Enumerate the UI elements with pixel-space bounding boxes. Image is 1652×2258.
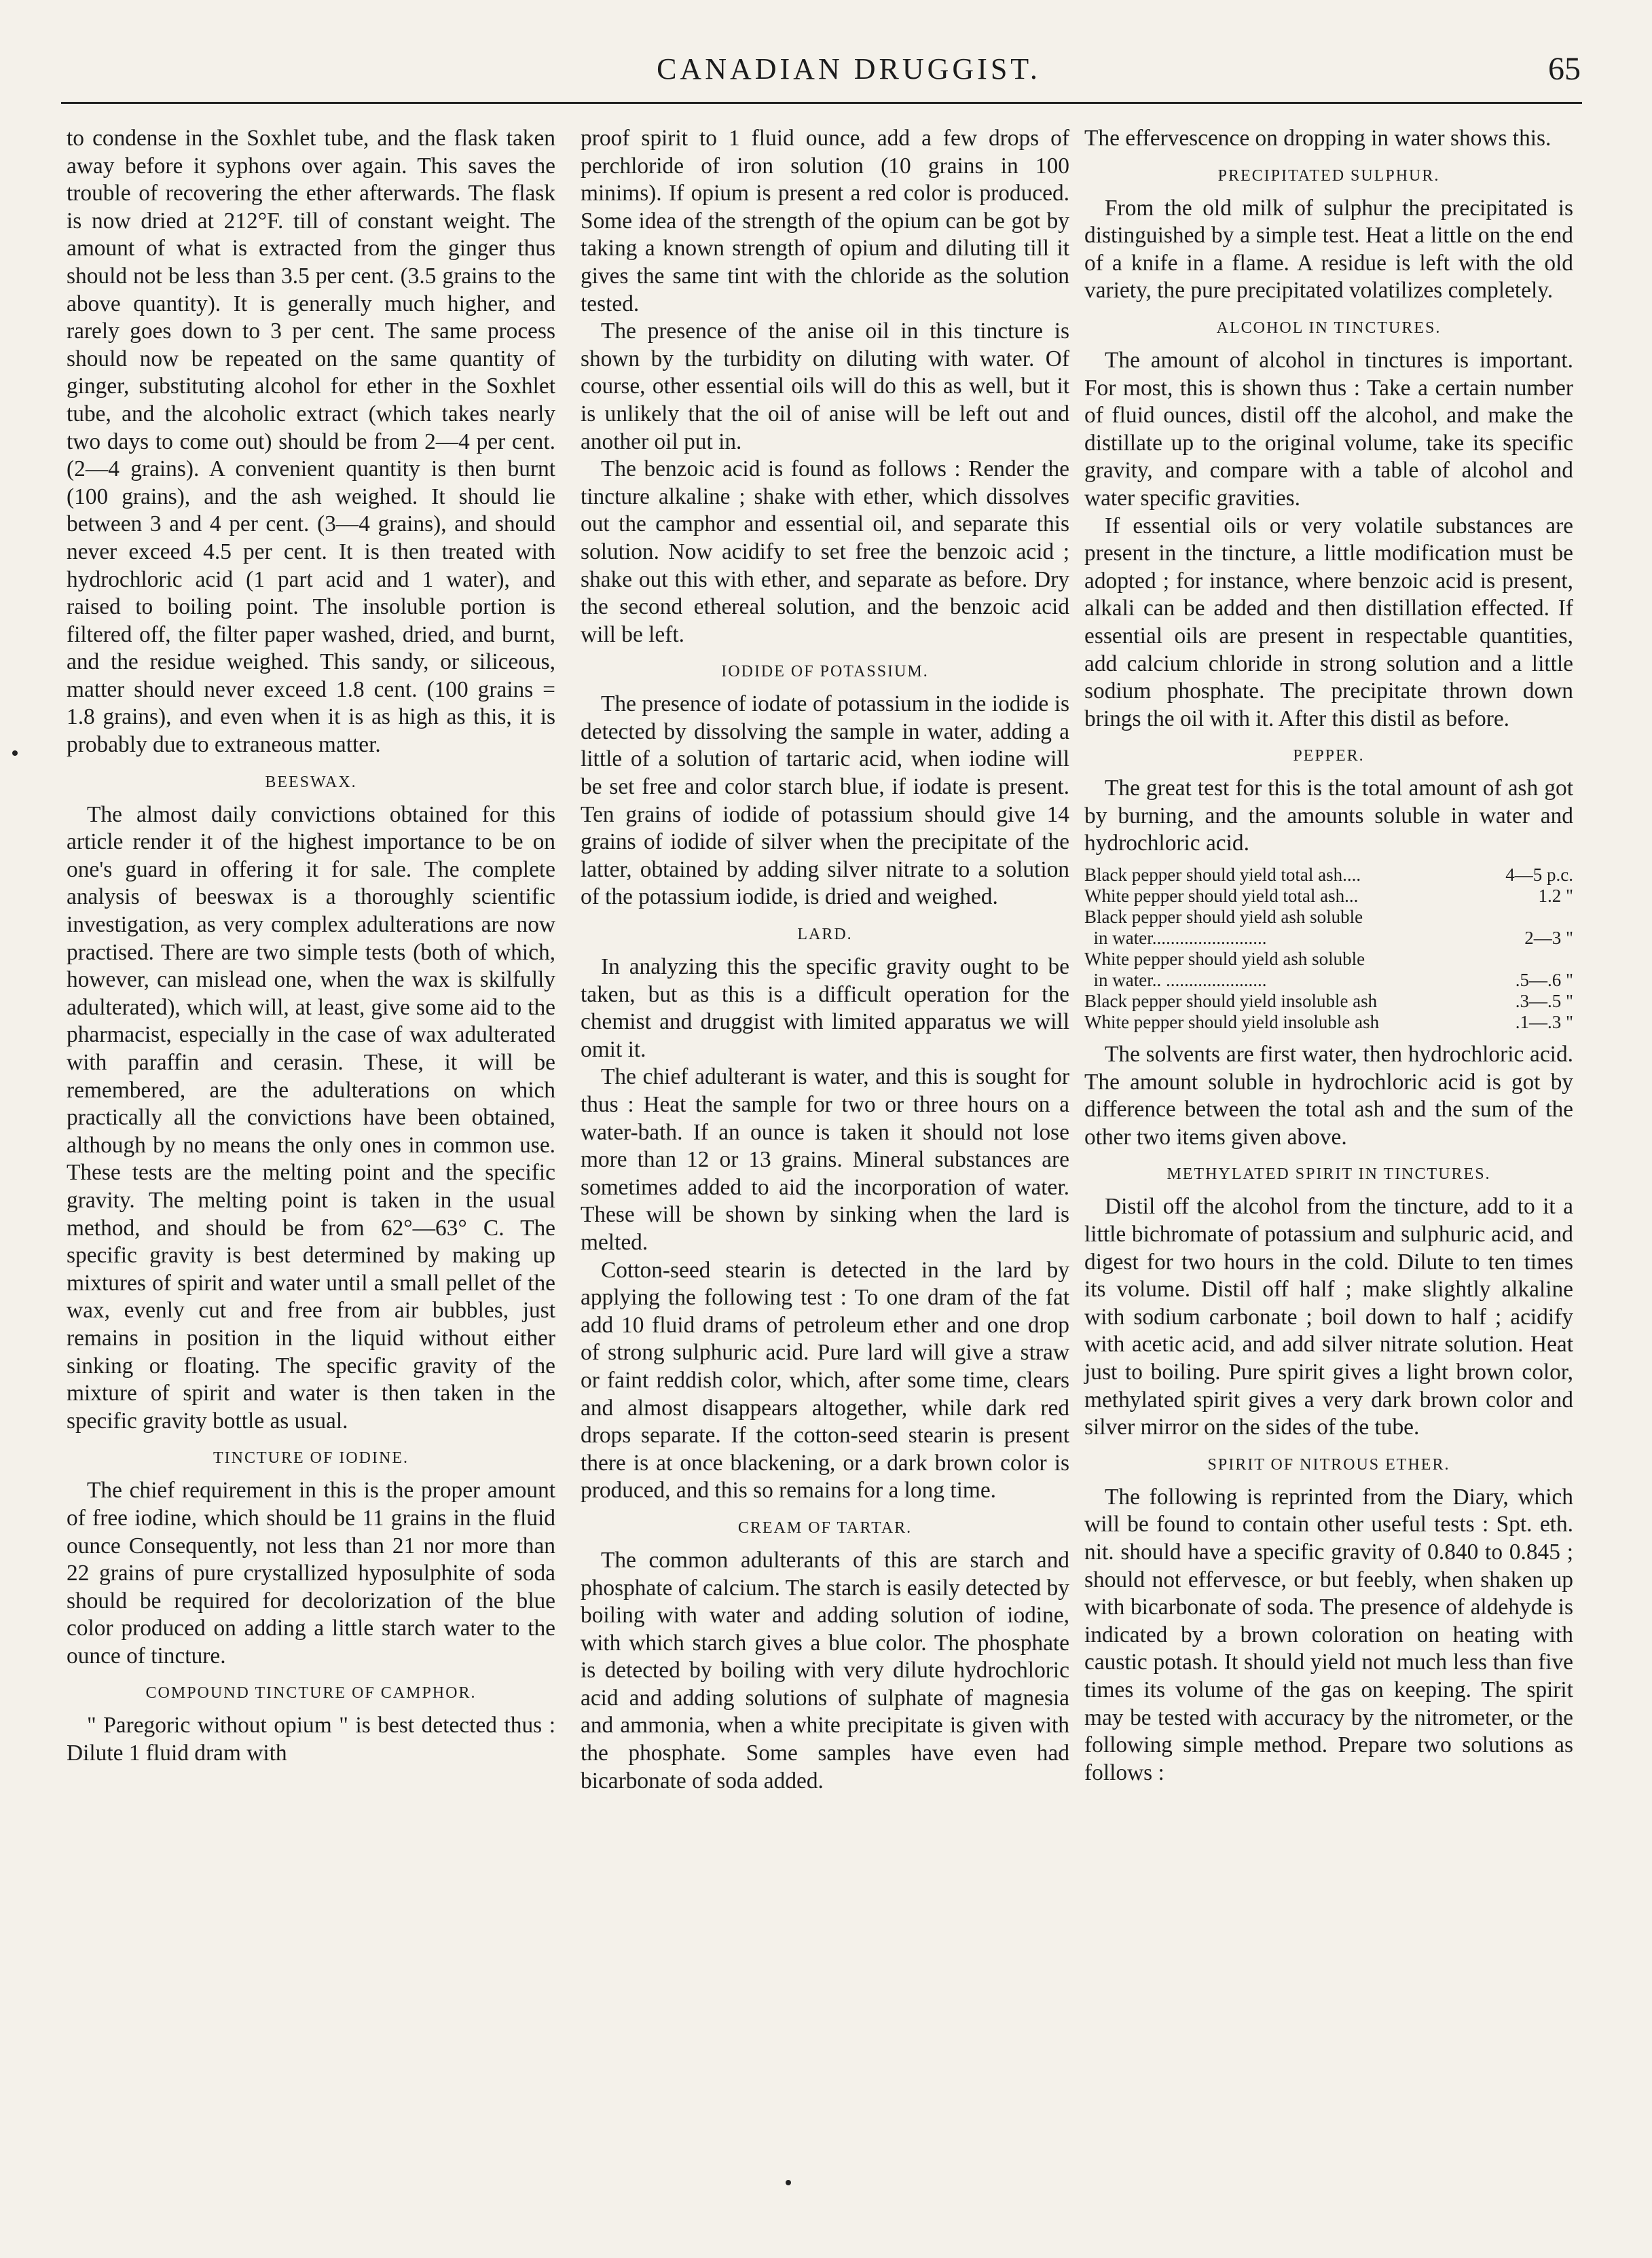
section-heading: PRECIPITATED SULPHUR. — [1217, 166, 1440, 185]
section-heading: BEESWAX. — [265, 773, 357, 791]
paragraph: proof spirit to 1 fluid ounce, add a few drops of perchloride of iron solution (10 grains in 100 minims). If opium is present a red color is produced. Some idea of the strength of the opium can be got by taking a known strength of opium and diluting till it gives the same tint with the chloride as the solution tested. — [581, 126, 1069, 316]
pepper-table-row — [1084, 907, 1573, 928]
pepper-row-label: Black pepper should yield insoluble ash — [1084, 991, 1378, 1012]
section-heading: LARD. — [797, 926, 853, 944]
paragraph: The chief requirement in this is the proper amount of free iodine, which should be 11 grains in the fluid ounce Consequently, not less than 21 nor more than 22 grains of pure crystallized hyposulphite of soda should be required for decolorization of the blue color produced on adding a little starch water to the ounce of tincture. — [67, 1478, 555, 1669]
pepper-row-value: 4—5 p.c. — [1505, 864, 1573, 886]
pepper-row-value: 2—3 " — [1524, 928, 1573, 949]
section-heading: SPIRIT OF NITROUS ETHER. — [1207, 1455, 1450, 1474]
paragraph: The presence of iodate of potassium in the iodide is detected by dissolving the sample in water, adding a little of a solution of tartaric acid, when iodine will be set free and color starch blue, if iodate is present. Ten grains of iodide of potassium should give 14 grains of iodide of silver when the precipitate of the latter, obtained by adding silver nitrate to a solution of the potassium iodide, is dried and weighed. — [581, 691, 1069, 910]
paragraph: The benzoic acid is found as follows : Render the tincture alkaline ; shake with ether, which dissolves out the camphor and essential oil, and separate this solution. Now acidify to set free the benzoic acid ; shake out this with ether, and separate as before. Dry the second ethereal solution, and the benzoic acid will be left. — [581, 456, 1069, 647]
column-3 — [1084, 125, 1573, 1787]
pepper-row-label: White pepper should yield total ash... — [1084, 886, 1359, 907]
paragraph: The almost daily convictions obtained for this article render it of the highest importance to be on one's guard in offering it for sale. The complete analysis of beeswax is a thoroughly scientific investigation, as very complex adulterations are now practised. There are two simple tests (both of which, however, can mislead one, when the wax is skilfully adulterated), which will, at least, give some aid to the pharmacist, especially in the case of wax adulterated with paraffin and cerasin. These, it will be remembered, are the adulterations on which practically all the convictions have been obtained, although by no means the only ones in common use. These tests are the melting point and the specific gravity. The melting point is taken in the usual method, and should be from 62°—63° C. The specific gravity is best determined by making up mixtures of spirit and water until a small pellet of the wax, evenly cut and free from air bubbles, just remains in position in the liquid without either sinking or floating. The specific gravity of the mixture of spirit and water is then taken in the specific gravity bottle as usual. — [67, 801, 555, 1434]
pepper-table-row — [1084, 949, 1573, 970]
pepper-table-row — [1084, 991, 1573, 1012]
pepper-row-label: White pepper should yield ash soluble — [1084, 949, 1365, 970]
pepper-row-value: .1—.3 " — [1515, 1012, 1573, 1033]
pepper-row-label: Black pepper should yield ash soluble — [1084, 907, 1363, 928]
pepper-row-label: in water......................... — [1084, 928, 1267, 949]
paragraph: Distil off the alcohol from the tincture, add to it a little bichromate of potassium and sulphuric acid, and digest for two hours in the cold. Dilute to ten times its volume. Distil off half ; make slightly alkaline with sodium carbonate ; boil down to half ; acidify with acetic acid, and add silver nitrate solution. Heat just to boiling. Pure spirit gives a light brown color, methylated spirit gives a very dark brown color and silver mirror on the sides of the tube. — [1084, 1194, 1573, 1440]
paragraph: The following is reprinted from the Diary, which will be found to contain other useful tests : Spt. eth. nit. should have a specific gravity of 0.840 to 0.845 ; should not effervesce, or but feebly, when shaken up with bicarbonate of soda. The presence of aldehyde is indicated by a brown coloration on heating with caustic potash. It should yield not much less than five times its volume of the gas on keeping. The spirit may be tested with accuracy by the nitrometer, or the following simple method. Prepare two solutions as follows : — [1084, 1484, 1573, 1785]
paragraph: The common adulterants of this are starch and phosphate of calcium. The starch is easily detected by boiling with water and adding solution of iodine, with which starch gives a blue color. The phosphate is detected by boiling with very dilute hydrochloric acid and adding solutions of sulphate of magnesia and ammonia, when a white precipitate is given with the phosphate. Some samples have even had bicarbonate of soda added. — [581, 1547, 1069, 1793]
section-heading: COMPOUND TINCTURE OF CAMPHOR. — [145, 1684, 477, 1702]
column-2 — [581, 125, 1069, 1795]
section-heading: METHYLATED SPIRIT IN TINCTURES. — [1167, 1165, 1491, 1184]
paragraph: " Paregoric without opium " is best detected thus : Dilute 1 fluid dram with — [67, 1713, 555, 1766]
paragraph: If essential oils or very volatile substances are present in the tincture, a little modification must be adopted ; for instance, where benzoic acid is present, alkali can be added and then distillation effected. If essential oils are present in respectable quantities, add calcium chloride in strong solution and a little sodium phosphate. The precipitate thrown down brings the oil with it. After this distil as before. — [1084, 513, 1573, 731]
paragraph: to condense in the Soxhlet tube, and the flask taken away before it syphons over again. This saves the trouble of recovering the ether afterwards. The flask is now dried at 212°F. till of constant weight. The amount of what is extracted from the ginger thus should not be less than 3.5 per cent. (3.5 grains to the above quantity). It is generally much higher, and rarely goes down to 3 per cent. The same process should now be repeated on the same quantity of ginger, substituting alcohol for ether in the Soxhlet tube, and the alcoholic extract (which takes nearly two days to come out) should be from 2—4 per cent. (2—4 grains). A convenient quantity is then burnt (100 grains), and the ash weighed. It should lie between 3 and 4 per cent. (3—4 grains), and should never exceed 4.5 per cent. It is then treated with hydrochloric acid (1 part acid and 1 water), and raised to boiling point. The insoluble portion is filtered off, the filter paper washed, dried, and burnt, and the residue weighed. This sandy, or siliceous, matter should never exceed 1.8 cent. (100 grains = 1.8 grains), and even when it is as high as this, it is probably due to extraneous matter. — [67, 126, 555, 758]
header-rule — [61, 102, 1582, 104]
paragraph: The great test for this is the total amount of ash got by burning, and the amounts soluble in water and hydrochloric acid. — [1084, 776, 1573, 856]
pepper-row-value: 1.2 " — [1538, 886, 1573, 907]
print-speck — [12, 750, 18, 756]
page-number: 65 — [1548, 51, 1581, 87]
paragraph: From the old milk of sulphur the precipitated is distinguished by a simple test. Heat a little on the end of a knife in a flame. A residue is left with the old variety, the pure precipitated volatilizes completely. — [1084, 195, 1573, 304]
section-heading: PEPPER. — [1293, 747, 1365, 765]
section-heading: ALCOHOL IN TINCTURES. — [1216, 318, 1442, 337]
paragraph: The solvents are first water, then hydrochloric acid. The amount soluble in hydrochloric acid is got by difference between the total ash and the sum of the other two items given above. — [1084, 1042, 1573, 1150]
pepper-table-row — [1084, 970, 1573, 991]
running-title: CANADIAN DRUGGIST. — [657, 52, 1041, 86]
pepper-table-row — [1084, 864, 1573, 886]
section-heading: IODIDE OF POTASSIUM. — [721, 663, 929, 681]
paragraph: In analyzing this the specific gravity ought to be taken, but as this is a difficult operation for the chemist and druggist with limited apparatus we will omit it. — [581, 954, 1069, 1062]
paragraph: The amount of alcohol in tinctures is important. For most, this is shown thus : Take a certain number of fluid ounces, distil off the alcohol, and make the distillate up to the original volume, take its specific gravity, and compare with a table of alcohol and water specific gravities. — [1084, 347, 1573, 511]
pepper-row-label: White pepper should yield insoluble ash — [1084, 1012, 1380, 1033]
column-1 — [67, 125, 555, 1768]
section-heading: TINCTURE OF IODINE. — [213, 1449, 409, 1468]
pepper-table-row — [1084, 928, 1573, 949]
paragraph: The presence of the anise oil in this tincture is shown by the turbidity on diluting with water. Of course, other essential oils will do this as well, but it is unlikely that the oil of anise will be left out and another oil put in. — [581, 318, 1069, 454]
print-speck — [786, 2180, 791, 2185]
paragraph: The chief adulterant is water, and this is sought for thus : Heat the sample for two or three hours on a water-bath. If an ounce is taken it should not lose more than 12 or 13 grains. Mineral substances are sometimes added to aid the incorporation of water. These will be shown by sinking when the lard is melted. — [581, 1064, 1069, 1255]
pepper-row-label: Black pepper should yield total ash.... — [1084, 864, 1361, 886]
pepper-table-row — [1084, 1012, 1573, 1033]
pepper-row-label: in water.. ...................... — [1084, 970, 1267, 991]
section-heading: CREAM OF TARTAR. — [737, 1518, 913, 1537]
pepper-row-value: .5—.6 " — [1515, 970, 1573, 991]
pepper-table-row — [1084, 886, 1573, 907]
paragraph: Cotton-seed stearin is detected in the lard by applying the following test : To one dram of the fat add 10 fluid drams of petroleum ether and one drop of strong sulphuric acid. Pure lard will give a straw or faint reddish color, which, after some time, clears and almost disappears altogether, while dark red drops separate. If the cotton-seed stearin is present there is at once blackening, or a dark brown color is produced, and this so remains for a long time. — [581, 1257, 1069, 1504]
page-header — [61, 46, 1623, 103]
pepper-row-value: .3—.5 " — [1515, 991, 1573, 1012]
paragraph: The effervescence on dropping in water shows this. — [1084, 126, 1552, 151]
